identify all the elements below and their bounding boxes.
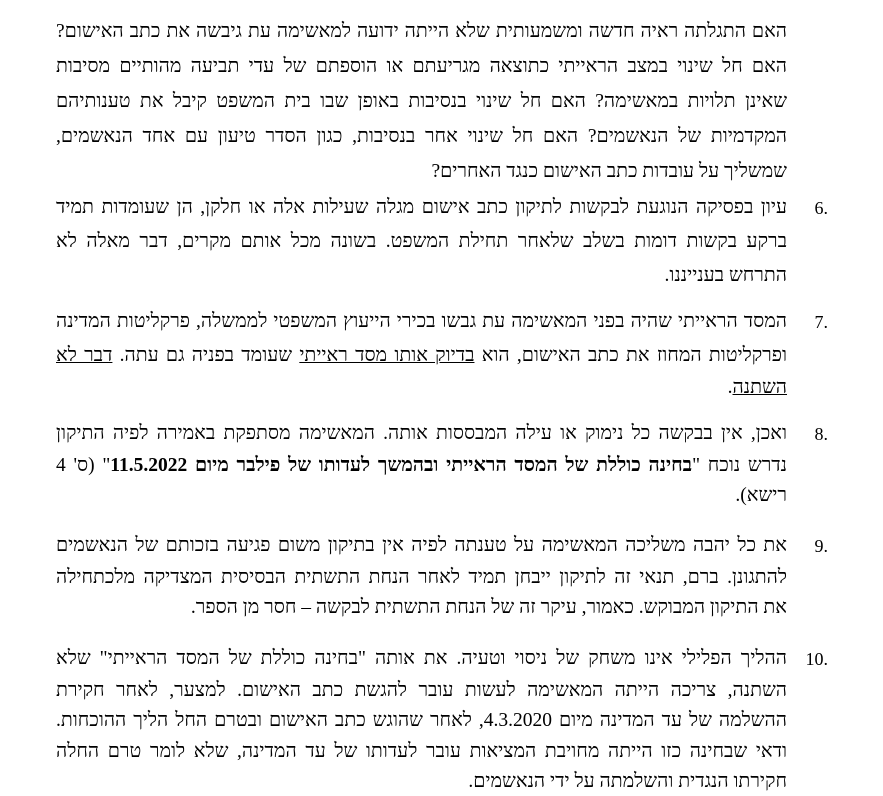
intro-line: שאינן תלויות במאשימה? האם חל שינוי בנסיבות באופן שבו בית המשפט קיבל את טענותיהם — [56, 91, 787, 112]
bold-quote: בחינה כוללת של המסד הראייתי ובהמשך לעדותו של פילבר מיום 11.5.2022 — [110, 455, 693, 476]
paragraph-7-text: . — [727, 377, 733, 398]
paragraph-7-text: שעומד בפניה גם עתה. — [112, 345, 300, 366]
paragraph-10-line: ההליך הפלילי אינו משחק של ניסוי וטעיה. את אותה "בחינה כוללת של המסד הראייתי" שלא — [56, 648, 787, 669]
underlined-phrase: השתנה — [732, 377, 787, 398]
intro-line: האם חל שינוי במצב הראייתי כתוצאה מגריעתם או הוספתם של עדי תביעה מהותיים מסיבות — [56, 56, 787, 77]
paragraph-8-line: רישא). — [735, 485, 787, 506]
underlined-phrase: בדיוק אותו מסד ראייתי — [299, 345, 475, 366]
paragraph-7-line: המסד הראייתי שהיה בפני המאשימה עת גבשו בכירי הייעוץ המשפטי לממשלה, פרקליטות המדינה — [56, 311, 787, 332]
paragraph-7-text: ופרקליטות המחוז את כתב האישום, הוא — [474, 345, 787, 366]
paragraph-6-line: ברקע בקשות דומות בשלב שלאחר תחילת המשפט. בשונה מכל אותם מקרים, דבר מאלה לא — [56, 231, 787, 252]
intro-line: האם התגלתה ראיה חדשה ומשמעותית שלא הייתה ידועה למאשימה עת גיבשה את כתב האישום? — [56, 21, 787, 42]
paragraph-8-line: ואכן, אין בבקשה כל נימוק או עילה המבססות אותה. המאשימה מסתפקת באמירה לפיה התיקון — [56, 423, 787, 444]
paragraph-9-line: להתגונן. ברם, תנאי זה לתיקון ייבחן תמיד לאחר הנחת התשתית הבסיסית המצדיקה מלכתחילה — [56, 567, 787, 588]
paragraph-number: 6. — [814, 198, 828, 218]
paragraph-10-line: ודאי שבחינה כזו הייתה מחויבת המציאות עובר לעדותו של עד המדינה, שלא לומר טרם החלה — [56, 741, 787, 762]
paragraph-6-line: עיון בפסיקה הנוגעת לבקשות לתיקון כתב אישום מגלה שעילות אלה או חלקן, הן שעומדות תמיד — [56, 197, 787, 218]
paragraph-7-line — [56, 344, 787, 368]
paragraph-number: 10. — [805, 649, 828, 669]
paragraph-10-line: השתנה, צריכה הייתה המאשימה לעשות עובר להגשת כתב האישום. למצער, לאחר חקירת — [56, 680, 787, 701]
paragraph-8-text: " (ס' 4 — [56, 455, 111, 476]
intro-line: שמשליך על עובדות כתב האישום כנגד האחרים? — [431, 161, 787, 182]
paragraph-number: 8. — [814, 424, 828, 444]
paragraph-8-text: נדרש נוכח " — [692, 455, 788, 476]
paragraph-number: 7. — [814, 312, 828, 332]
paragraph-9-line: את כל יהבה משליכה המאשימה על טענתה לפיה אין בתיקון משום פגיעה בזכותם של הנאשמים — [56, 535, 787, 556]
paragraph-10-line: חקירתו הנגדית והשלמתה על ידי הנאשמים. — [468, 771, 787, 792]
intro-line: המקדמיות של הנאשמים? האם חל שינוי אחר בנסיבות, כגון הסדר טיעון עם אחד הנאשמים, — [56, 126, 787, 147]
paragraph-6-line: התרחש בענייננו. — [664, 265, 787, 286]
paragraph-9-line: את התיקון המבוקש. כאמור, עיקר זה של הנחת התשתית לבקשה – חסר מן הספר. — [190, 597, 787, 618]
paragraph-number: 9. — [814, 536, 828, 556]
underlined-phrase: דבר לא — [56, 345, 113, 366]
paragraph-7-line — [56, 376, 787, 400]
paragraph-10-line: ההשלמה של עד המדינה מיום 4.3.2020, לאחר שהוגש כתב האישום ובטרם החל הליך ההוכחות. — [56, 710, 787, 731]
paragraph-8-line — [56, 454, 787, 478]
